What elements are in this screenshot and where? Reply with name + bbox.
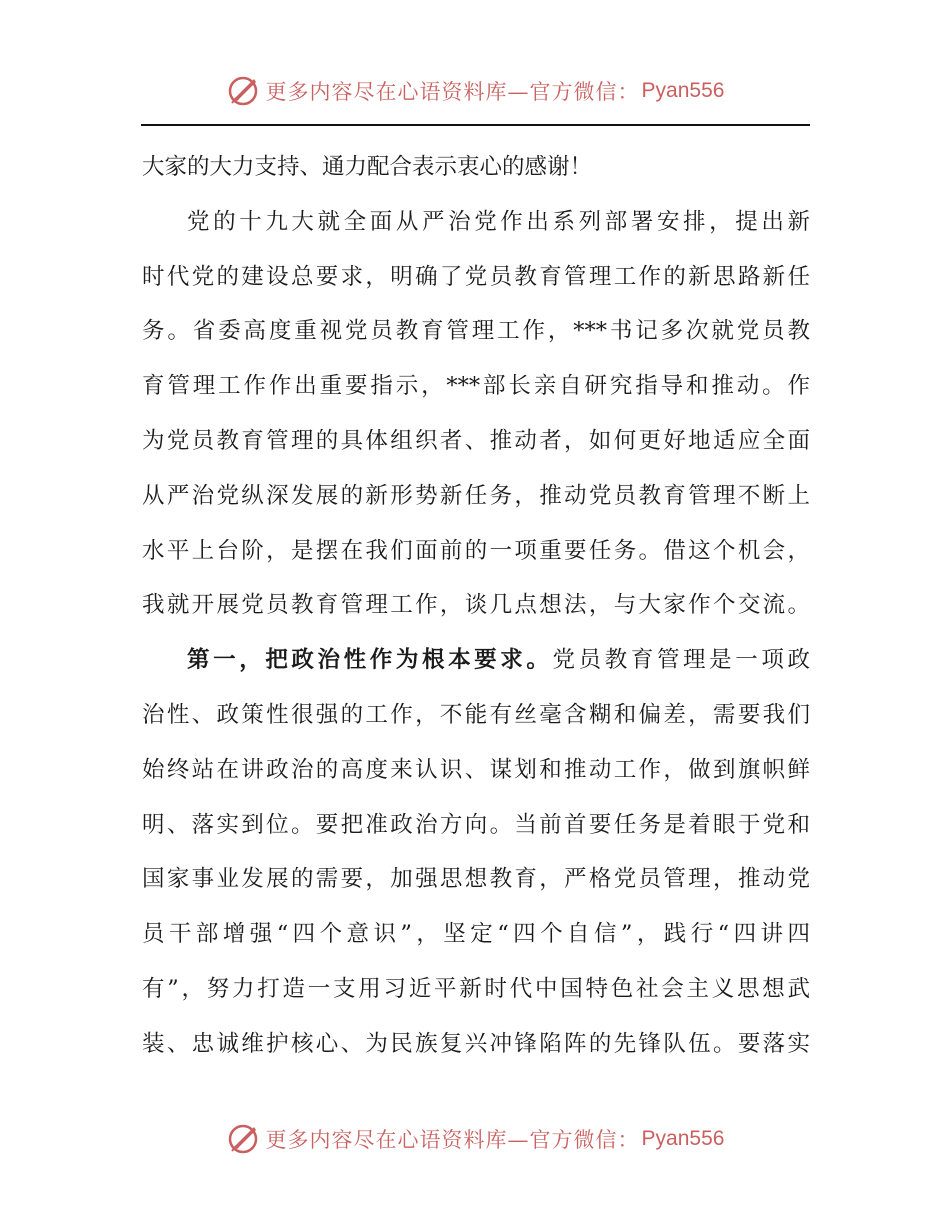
text-line: 国家事业发展的需要，加强思想教育，严格党员管理，推动党 <box>142 866 810 893</box>
text-line: 育管理工作作出重要指示，***部长亲自研究指导和推动。作 <box>142 373 810 400</box>
section-heading-line <box>142 633 810 688</box>
text-line: 有”，努力打造一支用习近平新时代中国特色社会主义思想武 <box>142 975 810 1002</box>
text-line: 明、落实到位。要把准政治方向。当前首要任务是着眼于党和 <box>142 811 810 838</box>
text-line: 水平上台阶，是摆在我们面前的一项重要任务。借这个机会， <box>142 537 810 564</box>
header-divider <box>141 124 810 126</box>
header-wechat-id: Pyan556 <box>641 79 725 102</box>
document-body <box>142 140 810 1072</box>
text-line: 装、忠诚维护核心、为民族复兴冲锋陷阵的先锋队伍。要落实 <box>142 1030 810 1057</box>
footer-wechat-id: Pyan556 <box>641 1127 725 1150</box>
text-span: 党员教育管理是一项政 <box>552 647 810 674</box>
text-line: 务。省委高度重视党员教育管理工作，***书记多次就党员教 <box>142 318 810 345</box>
header-banner <box>0 66 950 116</box>
text-line: 党的十九大就全面从严治党作出系列部署安排，提出新 <box>187 208 810 235</box>
footer-promo-text: 更多内容尽在心语资料库—官方微信： <box>265 1128 640 1152</box>
text-line: 治性、政策性很强的工作，不能有丝毫含糊和偏差，需要我们 <box>142 701 810 728</box>
text-line: 时代党的建设总要求，明确了党员教育管理工作的新思路新任 <box>142 263 810 290</box>
text-line: 从严治党纵深发展的新形势新任务，推动党员教育管理不断上 <box>142 482 810 509</box>
footer-banner <box>0 1114 950 1164</box>
header-promo-text: 更多内容尽在心语资料库—官方微信： <box>265 80 640 104</box>
text-line: 我就开展党员教育管理工作，谈几点想法，与大家作个交流。 <box>142 592 810 619</box>
quill-logo-icon <box>226 73 262 109</box>
text-line: 大家的大力支持、通力配合表示衷心的感谢！ <box>142 154 593 180</box>
text-line: 员干部增强“四个意识”，坚定“四个自信”，践行“四讲四 <box>142 921 810 948</box>
text-line: 始终站在讲政治的高度来认识、谋划和推动工作，做到旗帜鲜 <box>142 756 810 783</box>
section-heading: 第一，把政治性作为根本要求。 <box>187 647 553 674</box>
quill-logo-icon <box>226 1121 262 1157</box>
text-line: 为党员教育管理的具体组织者、推动者，如何更好地适应全面 <box>142 427 810 454</box>
